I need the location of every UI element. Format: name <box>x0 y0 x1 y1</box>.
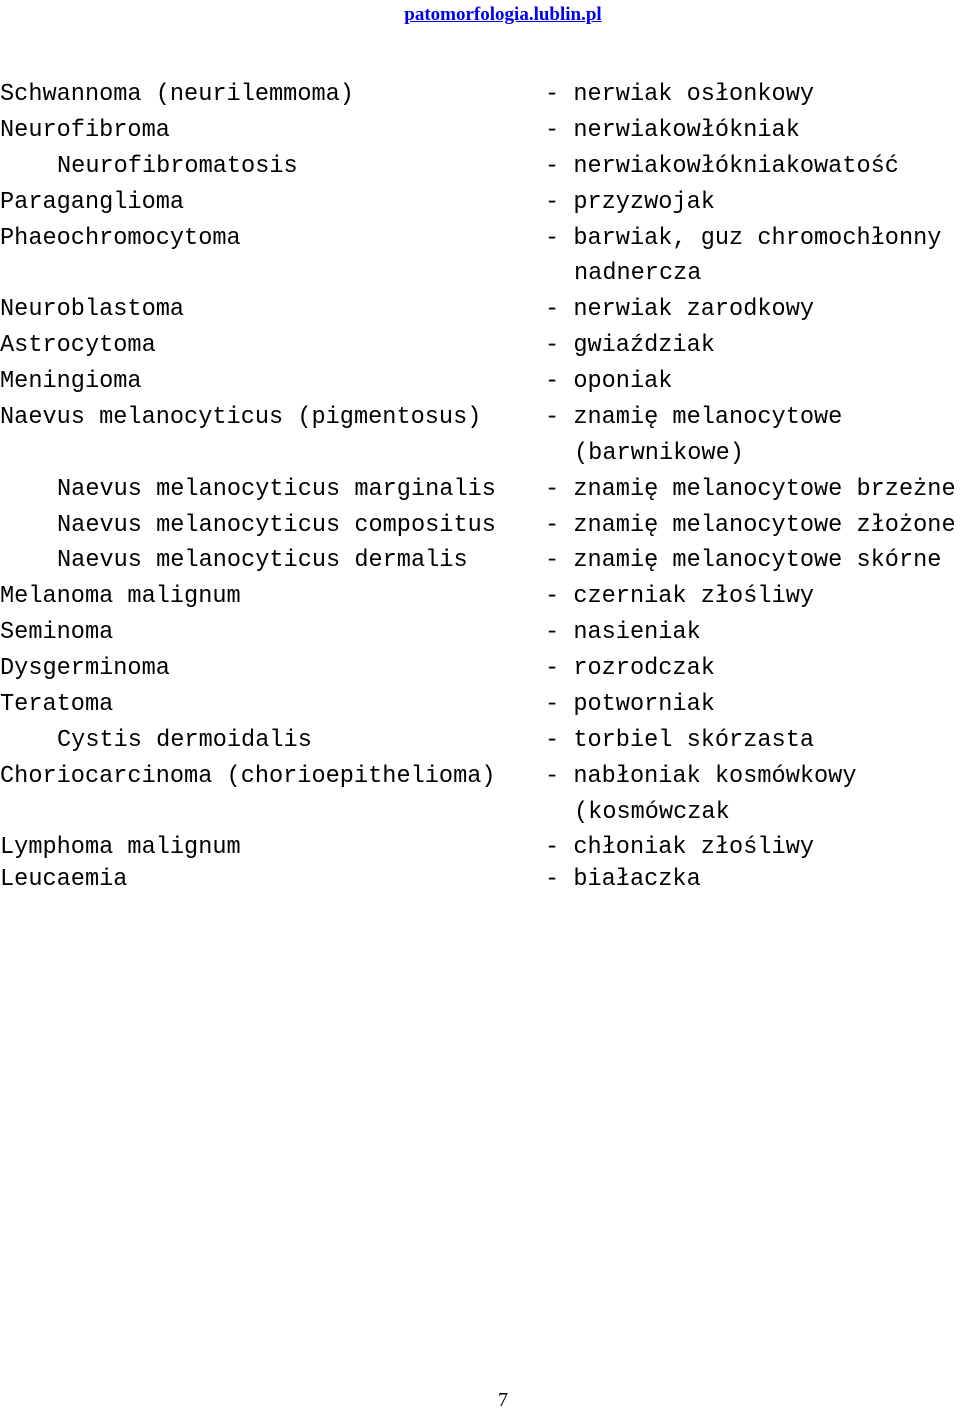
term-row <box>0 546 960 576</box>
latin-term: Melanoma malignum <box>0 583 241 610</box>
term-row <box>0 152 960 182</box>
term-row-continuation <box>0 798 960 828</box>
latin-term: Naevus melanocyticus compositus <box>57 512 496 539</box>
term-row <box>0 188 960 218</box>
latin-term: Choriocarcinoma (chorioepithelioma) <box>0 763 496 790</box>
polish-term: - oponiak <box>545 368 673 395</box>
polish-term: - nabłoniak kosmówkowy <box>545 763 857 790</box>
term-row <box>0 224 960 254</box>
term-row <box>0 833 960 863</box>
term-row <box>0 654 960 684</box>
polish-term: - przyzwojak <box>545 189 715 216</box>
latin-term: Dysgerminoma <box>0 655 170 682</box>
polish-term: - torbiel skórzasta <box>545 727 815 754</box>
latin-term: Meningioma <box>0 368 142 395</box>
latin-term: Leucaemia <box>0 866 128 893</box>
latin-term: Cystis dermoidalis <box>57 727 312 754</box>
polish-term: - barwiak, guz chromochłonny <box>545 225 942 252</box>
polish-term: - potworniak <box>545 691 715 718</box>
term-row <box>0 331 960 361</box>
latin-term: Neuroblastoma <box>0 296 185 323</box>
latin-term: Naevus melanocyticus marginalis <box>57 476 496 503</box>
term-row <box>0 511 960 541</box>
polish-term-continuation: (barwnikowe) <box>574 440 744 467</box>
term-row <box>0 726 960 756</box>
term-row <box>0 80 960 110</box>
latin-term: Paraganglioma <box>0 189 185 216</box>
latin-term: Phaeochromocytoma <box>0 225 241 252</box>
latin-term: Neurofibromatosis <box>57 153 298 180</box>
latin-term: Naevus melanocyticus (pigmentosus) <box>0 404 482 431</box>
term-row <box>0 762 960 792</box>
polish-term: - znamię melanocytowe <box>545 404 843 431</box>
polish-term: - rozrodczak <box>545 655 715 682</box>
term-row <box>0 295 960 325</box>
polish-term: - nerwiak zarodkowy <box>545 296 815 323</box>
term-row <box>0 475 960 505</box>
latin-term: Lymphoma malignum <box>0 834 241 861</box>
page-number: 7 <box>498 1389 508 1411</box>
polish-term: - białaczka <box>545 866 701 893</box>
term-row <box>0 367 960 397</box>
polish-term: - znamię melanocytowe skórne <box>545 547 942 574</box>
polish-term: - znamię melanocytowe złożone <box>545 512 956 539</box>
term-row <box>0 865 960 895</box>
latin-term: Neurofibroma <box>0 117 170 144</box>
term-row <box>0 403 960 433</box>
polish-term: - chłoniak złośliwy <box>545 834 815 861</box>
latin-term: Schwannoma (neurilemmoma) <box>0 81 354 108</box>
polish-term: - czerniak złośliwy <box>545 583 815 610</box>
term-row <box>0 582 960 612</box>
term-row <box>0 116 960 146</box>
polish-term: - nerwiakowłókniakowatość <box>545 153 899 180</box>
polish-term: - nerwiak osłonkowy <box>545 81 815 108</box>
term-row <box>0 690 960 720</box>
term-row-continuation <box>0 259 960 289</box>
polish-term: - nasieniak <box>545 619 701 646</box>
term-row <box>0 618 960 648</box>
polish-term: - gwiaździak <box>545 332 715 359</box>
latin-term: Naevus melanocyticus dermalis <box>57 547 468 574</box>
polish-term: - nerwiakowłókniak <box>545 117 800 144</box>
term-row-continuation <box>0 439 960 469</box>
polish-term: - znamię melanocytowe brzeżne <box>545 476 956 503</box>
site-link[interactable]: patomorfologia.lublin.pl <box>404 4 602 25</box>
latin-term: Seminoma <box>0 619 114 646</box>
polish-term-continuation: nadnercza <box>574 260 702 287</box>
latin-term: Astrocytoma <box>0 332 156 359</box>
latin-term: Teratoma <box>0 691 114 718</box>
polish-term-continuation: (kosmówczak <box>574 799 730 826</box>
